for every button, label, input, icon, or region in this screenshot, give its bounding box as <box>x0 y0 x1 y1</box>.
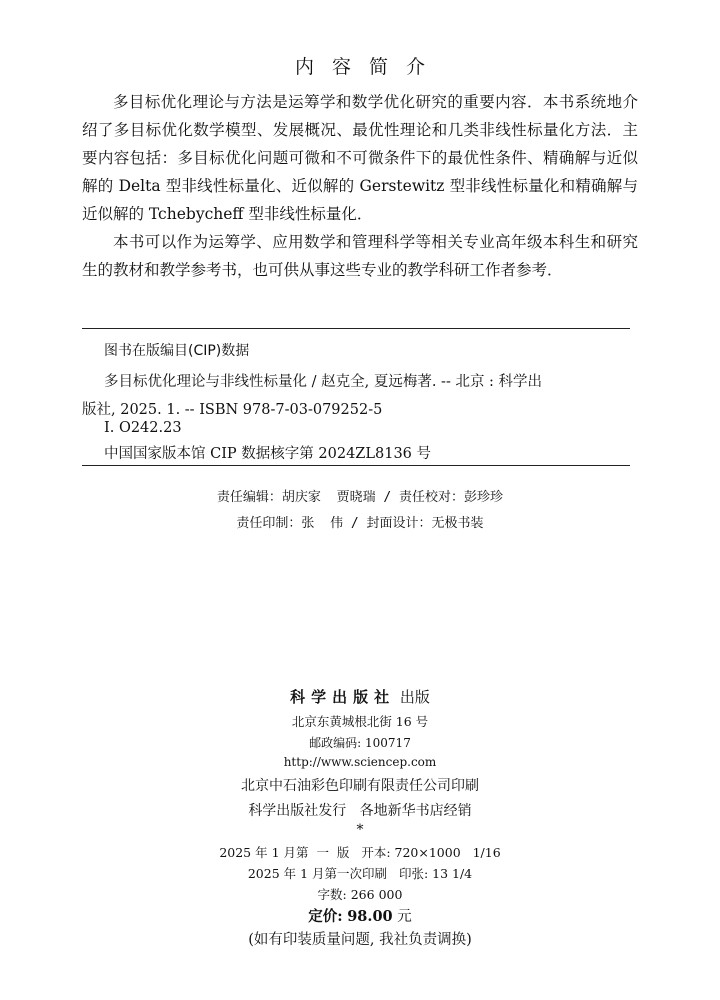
publisher-website: http://www.sciencep.com <box>283 755 437 769</box>
edition-info: 2025 年 1 月第 一 版 开本: 720×1000 1/16 <box>219 845 501 860</box>
separator-star: * <box>356 822 364 838</box>
editor-credits: 责任编辑：胡庆家 贾晓瑞 / 责任校对：彭珍珍 <box>216 490 504 505</box>
publisher-line <box>0 686 720 707</box>
production-credits: 责任印制：张 伟 / 封面设计：无极书装 <box>236 516 484 531</box>
price-value: 98.00 <box>347 908 393 925</box>
price-label: 定价: <box>308 908 343 925</box>
printing-info: 2025 年 1 月第一次印刷 印张: 13 1/4 <box>247 866 473 881</box>
cip-top-rule <box>82 328 630 329</box>
price-unit: 元 <box>397 909 412 925</box>
summary-paragraph-1: 多目标优化理论与方法是运筹学和数学优化研究的重要内容．本书系统地介绍了多目标优化数学模型、发展概况、最优性理论和几类非线性标量化方法．主要内容包括：多目标优化问题可微和不可微条件下的最优性条件、精确解与近似解的 Delta 型非线性标量化、近似解的 Gerstewitz 型非线性标量化和精确解与近似解的 Tchebycheff 型非线性标量化． <box>82 93 638 223</box>
cip-line-2: 版社, 2025. 1. -- ISBN 978-7-03-079252-5 <box>82 402 383 418</box>
cip-heading: 图书在版编目(CIP)数据 <box>104 343 250 359</box>
cip-classification: I. O242.23 <box>104 420 182 436</box>
summary-paragraph-2: 本书可以作为运筹学、应用数学和管理科学等相关专业高年级本科生和研究生的教材和教学参考书，也可供从事这些专业的教学科研工作者参考． <box>82 233 638 279</box>
cip-line-1: 多目标优化理论与非线性标量化 / 赵克全, 夏远梅著. -- 北京 : 科学出 <box>104 374 543 390</box>
price-line <box>0 905 720 926</box>
publisher-address: 北京东黄城根北街 16 号 <box>291 714 429 729</box>
postcode: 邮政编码: 100717 <box>309 736 411 750</box>
quality-notice: (如有印装质量问题, 我社负责调换) <box>248 932 472 948</box>
page-title: 内容简介 <box>294 56 443 78</box>
cip-record-number: 中国国家版本馆 CIP 数据核字第 2024ZL8136 号 <box>104 446 432 462</box>
distributor: 科学出版社发行 各地新华书店经销 <box>248 803 472 819</box>
word-count: 字数: 266 000 <box>317 887 403 902</box>
publisher-name: 科学出版社 <box>290 688 396 706</box>
publisher-suffix: 出版 <box>399 688 430 706</box>
cip-bottom-rule <box>82 465 630 466</box>
printer: 北京中石油彩色印刷有限责任公司印刷 <box>241 778 479 794</box>
